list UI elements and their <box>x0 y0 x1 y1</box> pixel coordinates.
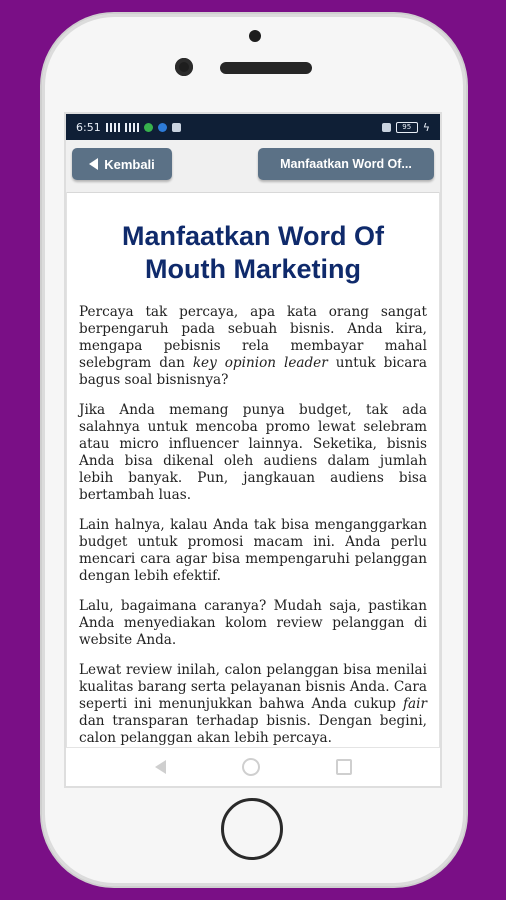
nav-back-icon[interactable] <box>155 760 166 774</box>
phone-screen <box>66 114 440 786</box>
article-title: Manfaatkan Word Of Mouth Marketing <box>121 221 385 284</box>
back-button-label: Kembali <box>104 156 155 172</box>
article-scroll-area[interactable] <box>66 192 440 748</box>
phone-frame <box>42 14 466 886</box>
chat-app-icon <box>144 123 153 132</box>
back-button[interactable] <box>72 148 172 180</box>
battery-icon: 95 <box>396 122 418 133</box>
signal-icon <box>106 123 120 132</box>
status-time: 6:51 <box>76 120 101 134</box>
article-paragraph: Lain halnya, kalau Anda tak bisa menganggarkan budget untuk promosi macam ini. Anda perlu mencari cara agar bisa mempengaruhi pelanggan dengan lebih efektif. <box>79 517 427 584</box>
nav-home-icon[interactable] <box>242 758 260 776</box>
status-bar <box>66 114 440 140</box>
app-notification-icon <box>158 123 167 132</box>
signal-2-icon <box>125 123 139 132</box>
earpiece-speaker <box>220 62 312 74</box>
vibrate-icon <box>382 123 391 132</box>
sensor-dot <box>249 30 261 42</box>
status-left <box>76 121 181 134</box>
system-nav-bar <box>66 747 440 786</box>
article-paragraph: Lewat review inilah, calon pelanggan bisa menilai kualitas barang serta pelayanan bisnis Anda. Cara seperti ini menunjukkan bahwa Anda cukup fair dan transparan terhadap bisnis. Dengan begini, calon pelanggan akan lebih percaya. <box>79 662 427 746</box>
home-button[interactable] <box>221 798 283 860</box>
image-notification-icon <box>172 123 181 132</box>
nav-recent-icon[interactable] <box>336 759 352 775</box>
app-toolbar <box>66 140 440 193</box>
article-title-button[interactable] <box>258 148 434 180</box>
article-paragraph: Jika Anda memang punya budget, tak ada salahnya untuk mencoba promo lewat selebram atau micro influencer lainnya. Seketika, bisnis Anda bisa dikenal oleh audiens dalam jumlah lebih banyak. Pun, jangkauan audiens bisa bertambah luas. <box>79 402 427 503</box>
article-paragraph: Lalu, bagaimana caranya? Mudah saja, pastikan Anda menyediakan kolom review pelanggan di website Anda. <box>79 598 427 648</box>
front-camera <box>175 58 193 76</box>
left-triangle-icon <box>89 158 98 170</box>
article-paragraph: Percaya tak percaya, apa kata orang sangat berpengaruh pada sebuah bisnis. Anda kira, mengapa pebisnis rela membayar mahal selebgram dan key opinion leader untuk bicara bagus soal bisnisnya? <box>79 304 428 388</box>
article-title-button-label: Manfaatkan Word Of... <box>280 157 412 171</box>
status-right <box>382 121 430 134</box>
charging-icon: ϟ <box>422 120 430 134</box>
